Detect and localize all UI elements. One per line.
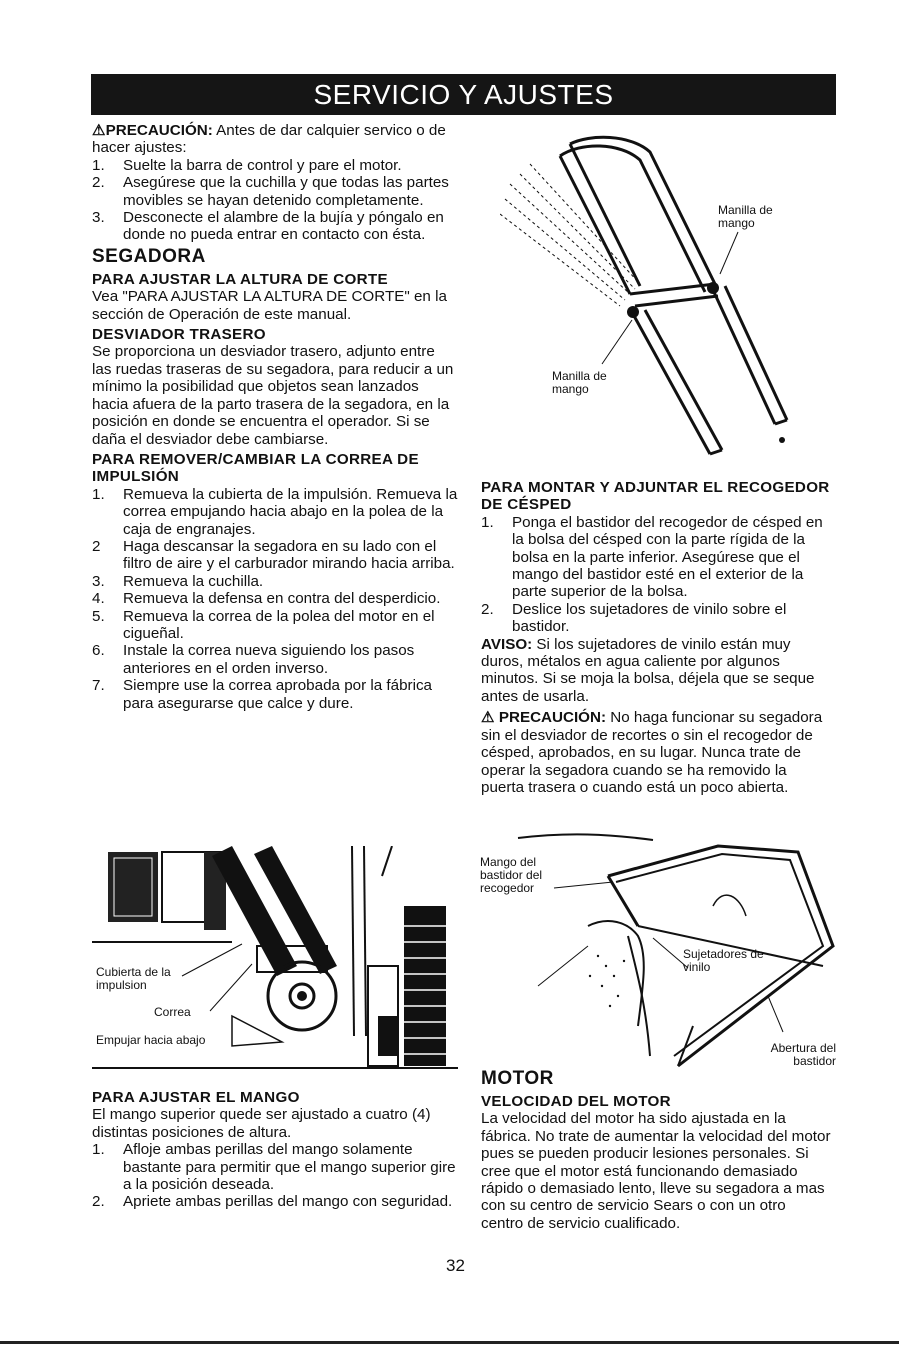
motor-section xyxy=(481,1066,831,1232)
step-text: Desconecte el alambre de la bujía y póngalo en donde no pueda entrar en contacto con ésta. xyxy=(123,209,444,244)
step-text: Remueva la cuchilla. xyxy=(123,572,264,590)
step-text: Asegúrese que la cuchilla y que todas las partes movibles se hayan detenido completamente. xyxy=(123,174,449,209)
handle-figure xyxy=(500,124,830,474)
step-number: 6. xyxy=(92,642,105,660)
step-text: Remueva la correa de la polea del motor en el cigueñal. xyxy=(123,607,435,642)
step-text: Deslice los sujetadores de vinilo sobre el bastidor. xyxy=(512,600,787,636)
label-belt: Correa xyxy=(154,1005,191,1019)
label-handle-bottom: Manilla de mango xyxy=(552,369,607,396)
step-number: 5. xyxy=(92,607,105,625)
bag-figure xyxy=(478,826,836,1070)
step-number: 3. xyxy=(92,209,105,227)
page-bottom-rule xyxy=(0,1341,899,1344)
subheading-correa: PARA REMOVER/CAMBIAR LA CORREA DE IMPULSIÓN xyxy=(92,450,419,486)
step-number: 4. xyxy=(92,590,105,608)
subheading-mango: PARA AJUSTAR EL MANGO xyxy=(92,1089,300,1106)
page-number: 32 xyxy=(446,1256,465,1275)
desviador-text: Se proporciona un desviador trasero, adjunto entre las ruedas traseras de su segadora, para reducir a un mínimo la posibilidad que objetos sean lanzados hacia afuera de la parto trasera de la segadora, en la posición en donde se encuentra el operador. Si se daña el desviador debe cambiarse. xyxy=(92,343,454,448)
altura-text: Vea "PARA AJUSTAR LA ALTURA DE CORTE" en la sección de Operación de este manual. xyxy=(92,288,447,323)
step-number: 1. xyxy=(481,513,494,531)
label-push: Empujar hacia abajo xyxy=(96,1033,206,1047)
label-cover: Cubierta de la impulsion xyxy=(96,965,171,992)
step-text: Suelte la barra de control y pare el motor. xyxy=(123,156,402,174)
step-number: 3. xyxy=(92,572,105,590)
step-text: Haga descansar la segadora en su lado con el filtro de aire y el carburador mirando hacia arriba. xyxy=(123,537,455,573)
subheading-velocidad: VELOCIDAD DEL MOTOR xyxy=(481,1093,671,1110)
left-column xyxy=(92,122,458,712)
caution2-paragraph xyxy=(481,709,831,796)
list-item xyxy=(92,209,458,244)
step-text: Remueva la cubierta de la impulsión. Remueva la correa empujando hacia abajo en la polea de la caja de engranajes. xyxy=(123,485,458,538)
section-heading-segadora: SEGADORA xyxy=(92,245,206,267)
step-text: Ponga el bastidor del recogedor de césped en la bolsa del césped con la parte rígida de la bolsa en la parte inferior. Asegúrese que el mango del bastidor esté en el exterior de la parte superior de la bolsa. xyxy=(512,513,823,601)
section-heading-motor: MOTOR xyxy=(481,1068,554,1089)
recogedor-steps xyxy=(481,514,831,636)
belt-figure xyxy=(92,846,458,1074)
list-item xyxy=(92,642,458,677)
step-text: Remueva la defensa en contra del desperdicio. xyxy=(123,590,441,608)
caution-label: PRECAUCIÓN: xyxy=(105,122,213,139)
correa-steps xyxy=(92,486,458,712)
subheading-recogedor: PARA MONTAR Y ADJUNTAR EL RECOGEDOR DE CÉSPED xyxy=(481,479,830,514)
step-number: 2 xyxy=(92,537,101,555)
page-banner: SERVICIO Y AJUSTES xyxy=(91,74,836,115)
label-handle-top: Manilla de mango xyxy=(718,203,773,230)
list-item xyxy=(92,590,458,607)
step-number: 1. xyxy=(92,485,105,503)
mango-text: El mango superior quede ser ajustado a cuatro (4) distintas posiciones de altura. xyxy=(92,1106,431,1141)
warning-icon: ⚠ xyxy=(92,122,106,139)
list-item xyxy=(92,486,458,538)
motor-text: La velocidad del motor ha sido ajustada en la fábrica. No trate de aumentar la velocidad del motor pues se pueden producir lesiones personales. Si cree que el motor está funcionando demasiado rápido o demasiado lento, lleve su segadora a mas con su centro de servicio Sears o con un otro centro de servicio cualificado. xyxy=(481,1110,831,1232)
step-text: Afloje ambas perillas del mango solamente bastante para permitir que el mango superior gire a la posición deseada. xyxy=(123,1141,456,1194)
step-number: 7. xyxy=(92,677,105,695)
list-item xyxy=(92,157,458,174)
step-text: Instale la correa nueva siguiendo los pasos anteriores en el orden inverso. xyxy=(123,642,415,677)
aviso-text: Si los sujetadores de vinilo están muy duros, métalos en agua caliente por algunos minutos. Si se moja la bolsa, déjela que se seque antes de usarla. xyxy=(481,635,815,705)
subheading-desviador: DESVIADOR TRASERO xyxy=(92,326,266,344)
caution2-text: No haga funcionar su segadora sin el desviador de recortes o sin el recogedor de césped, aprobados, en su lugar. Nunca trate de operar la segadora cuando se ha removido la puerta trasera o cuando está un poco abierta. xyxy=(481,709,823,796)
step-text: Siempre use la correa aprobada por la fábrica para asegurarse que calce y dure. xyxy=(123,677,432,712)
warning-icon: ⚠ xyxy=(481,709,499,727)
list-item xyxy=(481,601,831,636)
caution-text: Antes de dar calquier servico o de hacer ajustes: xyxy=(92,122,446,157)
list-item xyxy=(92,573,458,590)
list-item xyxy=(92,677,458,712)
step-number: 1. xyxy=(92,156,105,174)
right-column xyxy=(481,476,831,796)
step-number: 2. xyxy=(92,1193,105,1211)
label-bag-handle: Mango del bastidor del recogedor xyxy=(480,855,543,895)
list-item xyxy=(92,538,458,573)
caution-steps xyxy=(92,157,458,244)
list-item xyxy=(92,608,458,643)
list-item xyxy=(92,174,458,209)
aviso-label: AVISO: xyxy=(481,635,533,653)
list-item xyxy=(481,514,831,601)
step-text: Apriete ambas perillas del mango con seguridad. xyxy=(123,1193,453,1211)
aviso-paragraph xyxy=(481,636,831,706)
label-clips: Sujetadores de vinilo xyxy=(683,947,764,974)
step-number: 1. xyxy=(92,1141,105,1159)
mango-section xyxy=(92,1086,458,1211)
list-item xyxy=(92,1193,458,1210)
mango-steps xyxy=(92,1141,458,1211)
caution-intro xyxy=(92,122,458,157)
caution2-label: PRECAUCIÓN: xyxy=(498,709,607,727)
step-number: 2. xyxy=(481,600,494,618)
subheading-altura: PARA AJUSTAR LA ALTURA DE CORTE xyxy=(92,270,388,288)
label-opening: Abertura del bastidor xyxy=(770,1041,836,1068)
handle-illustration xyxy=(500,124,830,474)
step-number: 2. xyxy=(92,174,105,192)
list-item xyxy=(92,1141,458,1193)
